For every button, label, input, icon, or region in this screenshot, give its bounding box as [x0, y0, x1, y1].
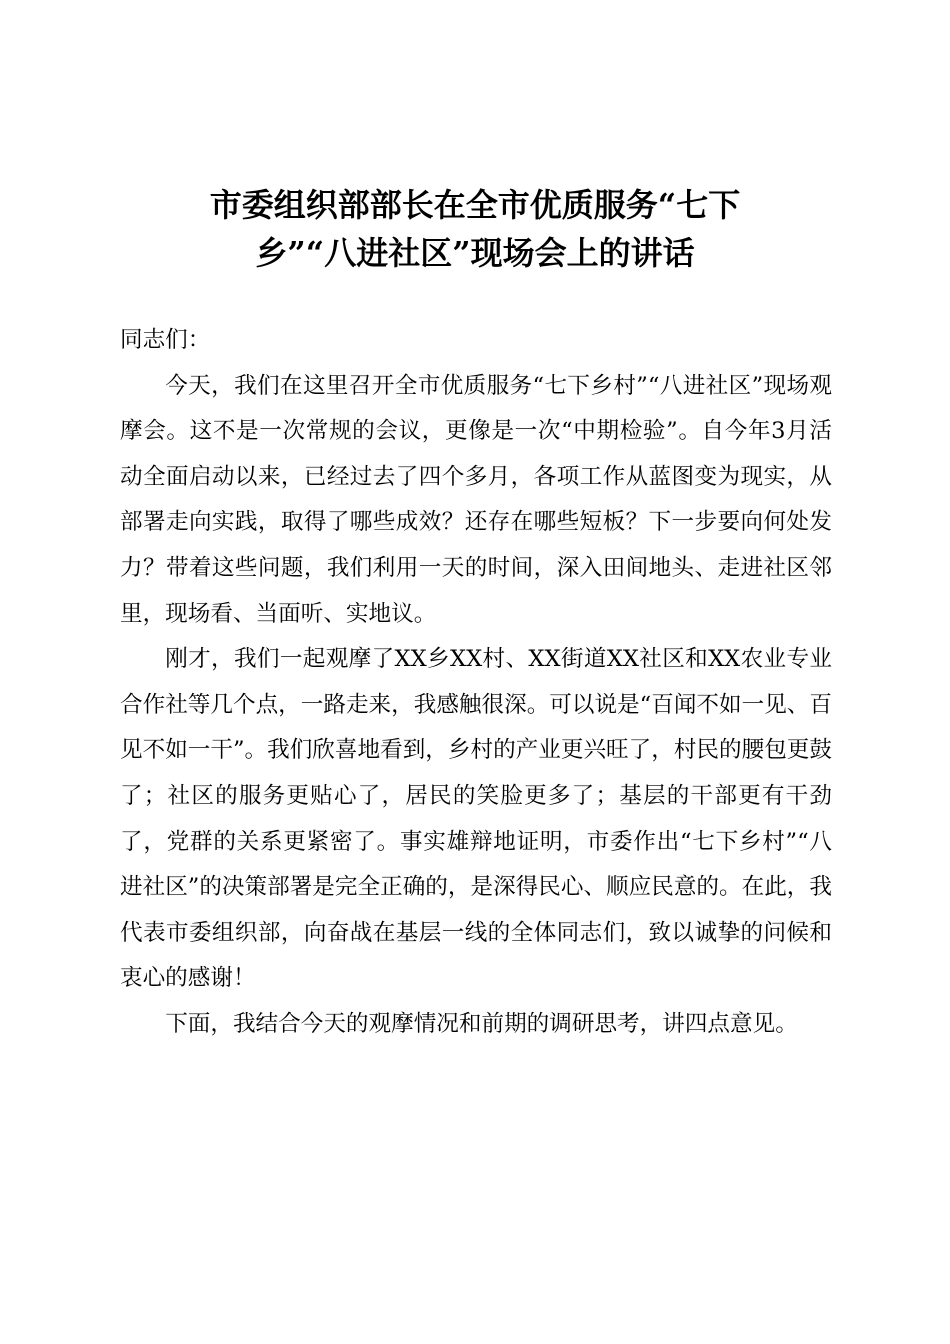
document-body: [120, 318, 832, 1048]
title-line-1: 市委组织部部长在全市优质服务“七下: [209, 186, 741, 224]
paragraph-1: 今天，我们在这里召开全市优质服务“七下乡村”“八进社区”现场观摩会。这不是一次常规的会议，更像是一次“中期检验”。自今年3月活动全面启动以来，已经过去了四个多月，各项工作从蓝图变为现实，从部署走向实践，取得了哪些成效？还存在哪些短板？下一步要向何处发力？带着这些问题，我们利用一天的时间，深入田间地头、走进社区邻里，现场看、当面听、实地议。: [120, 372, 832, 627]
title-line-2: 乡”“八进社区”现场会上的讲话: [255, 234, 695, 272]
paragraph-3: 下面，我结合今天的观摩情况和前期的调研思考，讲四点意见。: [165, 1010, 798, 1037]
salutation: 同志们：: [120, 327, 211, 353]
paragraph-2: 刚才，我们一起观摩了XX乡XX村、XX街道XX社区和XX农业专业合作社等几个点，一路走来，我感触很深。可以说是“百闻不如一见、百见不如一干”。我们欣喜地看到，乡村的产业更兴旺了，村民的腰包更鼓了；社区的服务更贴心了，居民的笑脸更多了；基层的干部更有干劲了，党群的关系更紧密了。事实雄辩地证明，市委作出“七下乡村”“八进社区”的决策部署是完全正确的，是深得民心、顺应民意的。在此，我代表市委组织部，向奋战在基层一线的全体同志们，致以诚挚的问候和衷心的感谢！: [120, 646, 832, 992]
document-title: [120, 181, 830, 277]
